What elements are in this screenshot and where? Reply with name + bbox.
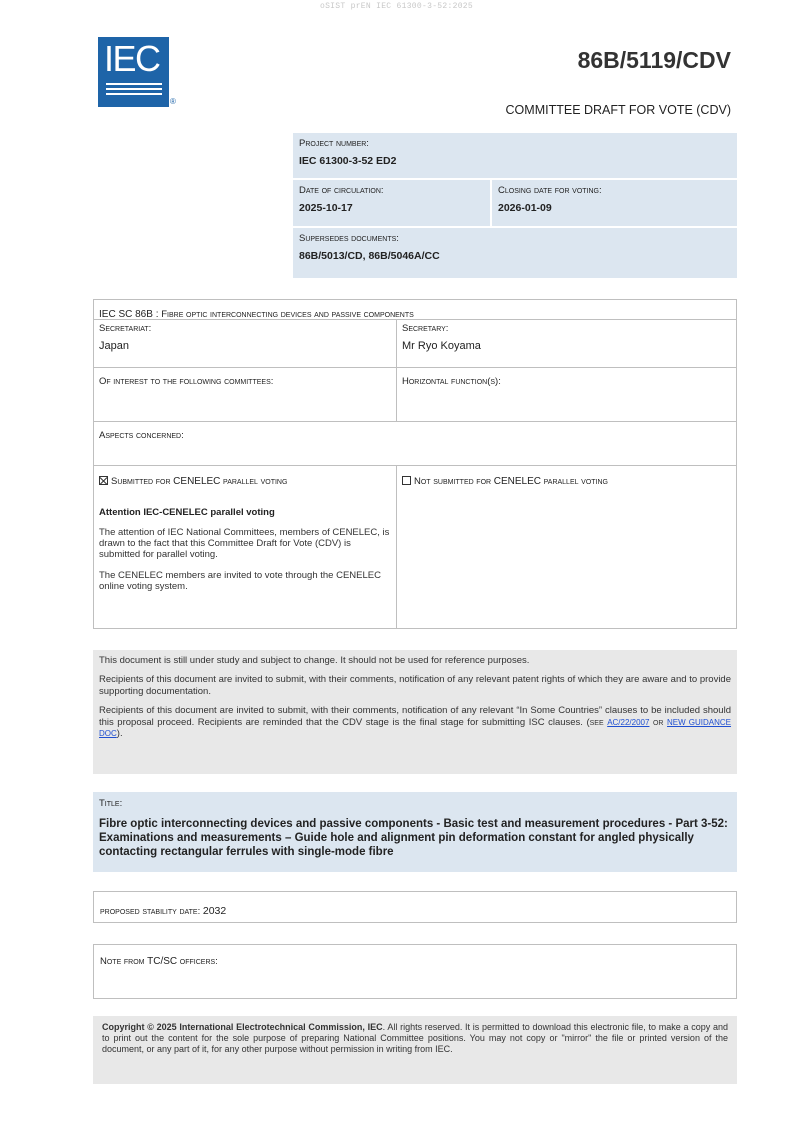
note-label-prefix: Note from <box>100 956 148 967</box>
committee-row <box>94 300 736 319</box>
aspects-cell <box>94 422 736 465</box>
document-type: COMMITTEE DRAFT FOR VOTE (CDV) <box>505 103 731 117</box>
iec-logo <box>98 37 169 107</box>
copyright-text: . All rights reserved. It is permitted to download this electronic file, to make a copy and to print out the content for the sole purpose of preparing National Committee positions. You may not copy or "mirror" the file or printed version of the document, or any part of it, for any other purpose without permission in writing from IEC. <box>102 1022 728 1054</box>
project-number: IEC 61300-3-52 ED2 <box>299 155 397 167</box>
note-box <box>93 944 737 999</box>
unchecked-box-icon[interactable] <box>402 476 411 485</box>
interest-label: Of interest to the following committees: <box>99 376 274 387</box>
checked-box-icon[interactable] <box>99 476 108 485</box>
attention-title: Attention IEC-CENELEC parallel voting <box>99 507 275 518</box>
interest-cell <box>94 368 397 421</box>
title-box <box>93 792 737 872</box>
secretariat-cell <box>94 320 397 367</box>
secretary-label: Secretary: <box>402 323 449 334</box>
not-submitted-cell <box>397 466 736 628</box>
submitted-option: Submitted for CENELEC parallel voting <box>99 476 391 487</box>
not-submitted-option: Not submitted for CENELEC parallel voting <box>402 476 731 487</box>
horizontal-cell <box>397 368 736 421</box>
supersedes-cell <box>293 228 737 278</box>
notice-paragraph-2: Recipients of this document are invited to submit, with their comments, notification of any relevant patent rights of which they are aware and to provide supporting documentation. <box>99 674 731 697</box>
secretariat-label: Secretariat: <box>99 323 152 334</box>
secretariat: Japan <box>99 340 129 352</box>
date-circulation-label: Date of circulation: <box>299 185 384 196</box>
document-number: 86B/5119/CDV <box>577 47 731 73</box>
watermark: oSIST prEN IEC 61300-3-52:2025 <box>319 2 474 11</box>
new-guidance-doc-link[interactable]: NEW GUIDANCE DOC <box>99 717 732 738</box>
horizontal-label: Horizontal function(s): <box>402 376 501 387</box>
closing-date: 2026-01-09 <box>498 202 552 214</box>
copyright-heading: Copyright © 2025 International Electrotechnical Commission, IEC <box>102 1022 383 1032</box>
project-number-label: Project number: <box>299 138 369 149</box>
aspects-label: Aspects concerned: <box>99 430 184 441</box>
closing-date-label: Closing date for voting: <box>498 185 602 196</box>
supersedes: 86B/5013/CD, 86B/5046A/CC <box>299 250 440 262</box>
stability-label: proposed stability date: <box>100 906 203 917</box>
committee-code: IEC SC 86B : <box>99 309 162 320</box>
attention-paragraph-2: The CENELEC members are invited to vote through the CENELEC online voting system. <box>99 569 381 592</box>
project-box <box>293 133 737 278</box>
notice-paragraph-3: Recipients of this document are invited to submit, with their comments, notification of any relevant “In Some Countries” clauses to be included should this proposal proceed. Recipients are reminded that the CDV stage is the final stage for submitting ISC clauses. (see AC/22/2007 or NEW GUIDANCE DOC). <box>99 705 732 739</box>
secretary: Mr Ryo Koyama <box>402 340 481 352</box>
committee-info-table <box>93 299 737 629</box>
logo-lines <box>106 83 162 98</box>
secretary-cell <box>397 320 736 367</box>
copyright-box <box>93 1016 737 1084</box>
date-circulation-cell <box>293 180 492 228</box>
note-label-suffix: officers: <box>177 956 218 967</box>
attention-paragraph-1: The attention of IEC National Committees, members of CENELEC, is drawn to the fact that this Committee Draft for Vote (CDV) is submitted for parallel voting. <box>99 527 390 560</box>
title-label: Title: <box>99 798 123 809</box>
stability-box <box>93 891 737 923</box>
submitted-cell <box>94 466 397 628</box>
closing-date-cell <box>492 180 737 228</box>
supersedes-label: Supersedes documents: <box>299 233 399 244</box>
project-number-cell <box>293 133 737 180</box>
notice-box <box>93 650 737 774</box>
logo-text: IEC <box>104 38 160 79</box>
document-title: Fibre optic interconnecting devices and passive components - Basic test and measurement procedures - Part 3-52: Examinations and measurements – Guide hole and alignment pin deformation constant for angled physically contacting rectangular ferrules with single-mode fibre <box>99 818 728 858</box>
ac-22-2007-link[interactable]: AC/22/2007 <box>607 717 650 727</box>
notice-paragraph-1: This document is still under study and subject to change. It should not be used for reference purposes. <box>99 655 530 666</box>
date-circulation: 2025-10-17 <box>299 202 353 214</box>
committee-name: Fibre optic interconnecting devices and passive components <box>161 309 414 320</box>
note-label-tcsc: TC/SC <box>147 956 178 967</box>
stability-date: 2032 <box>202 905 227 917</box>
registered-mark: ® <box>170 97 176 106</box>
